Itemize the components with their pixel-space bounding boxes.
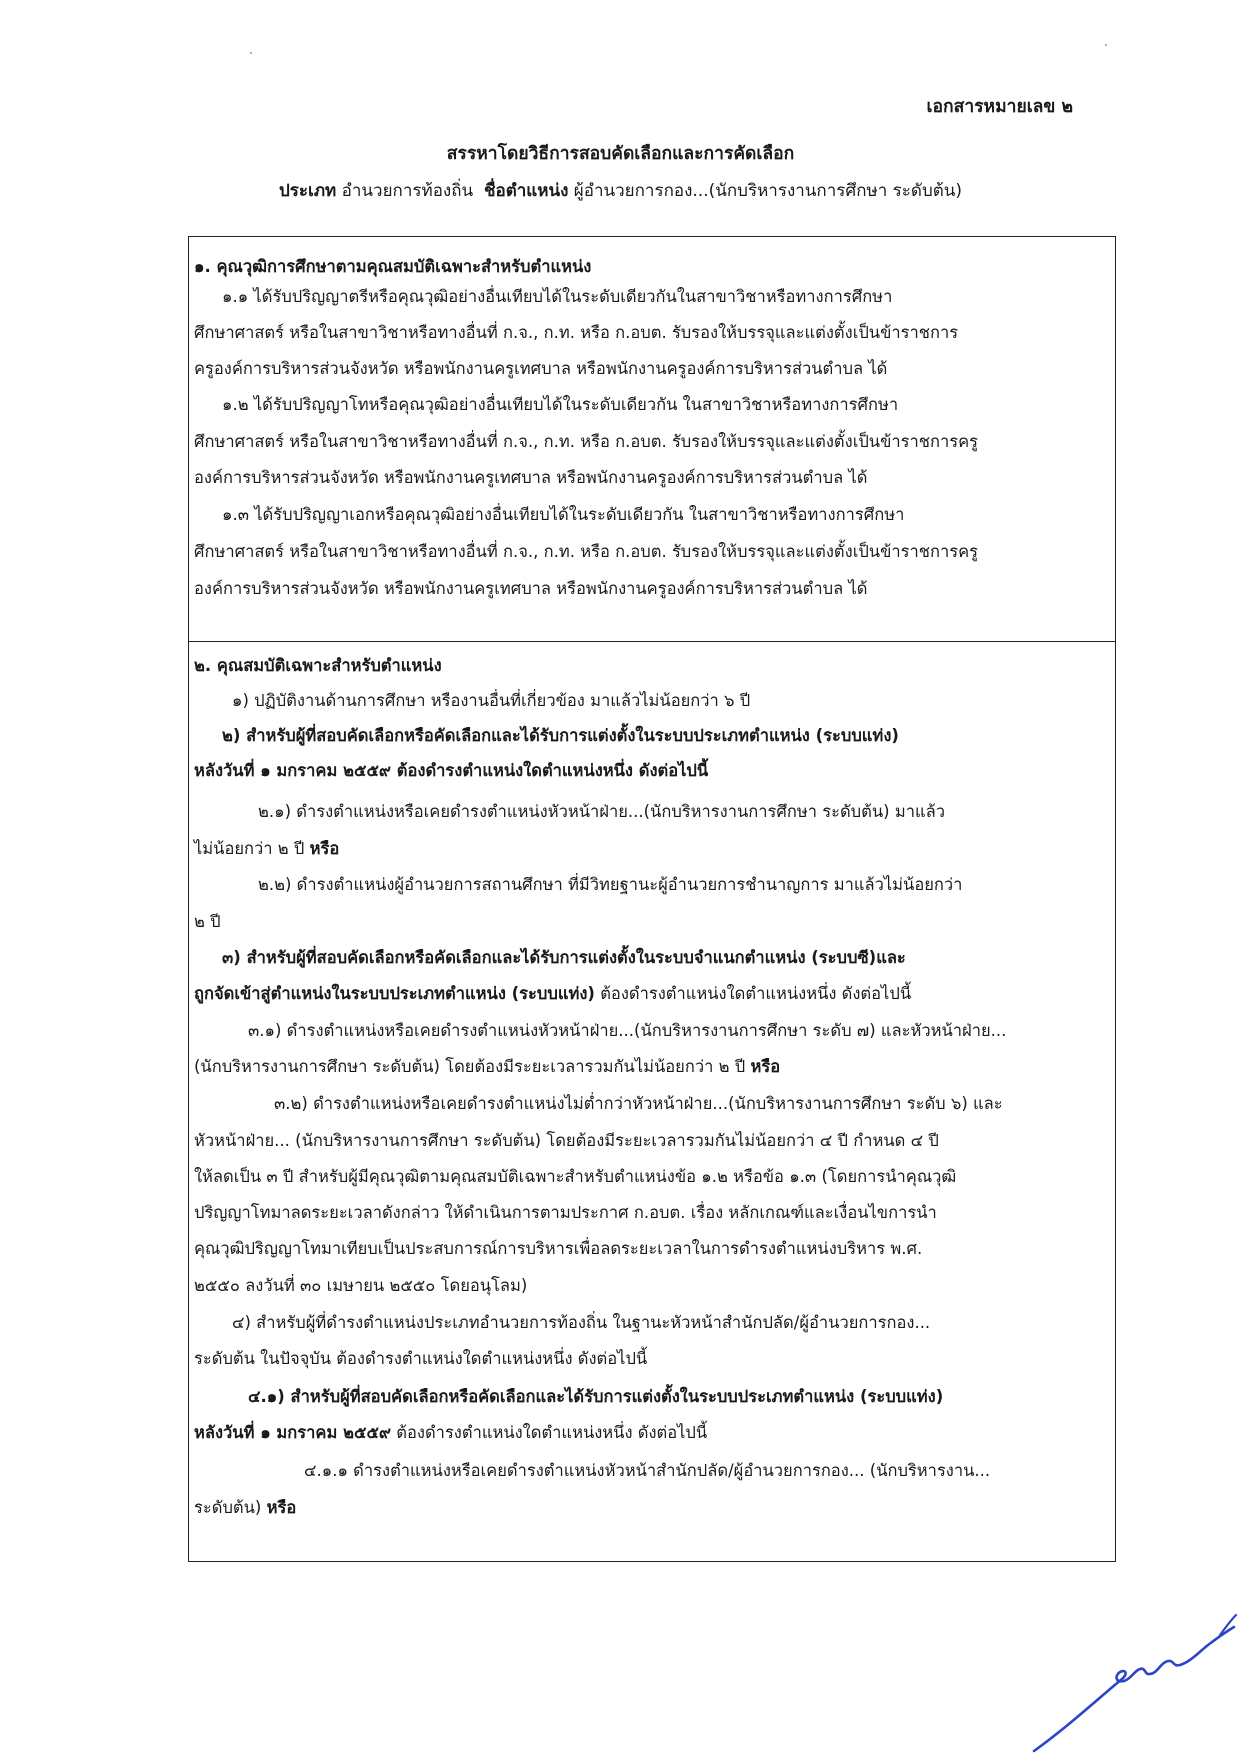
position-value: ผู้อำนวยการกอง...(นักบริหารงานการศึกษา ระดับต้น) — [573, 181, 963, 201]
section-2-line: ระดับต้น ในปัจจุบัน ต้องดำรงตำแหน่งใดตำแหน่งหนึ่ง ดังต่อไปนี้ — [194, 1349, 648, 1368]
line-text: (นักบริหารงานการศึกษา ระดับต้น) โดยต้องมีระยะเวลารวมกันไม่น้อยกว่า ๒ ปี — [194, 1057, 751, 1076]
section-1-line: ศึกษาศาสตร์ หรือในสาขาวิชาหรือทางอื่นที่ ก.จ., ก.ท. หรือ ก.อบต. รับรองให้บรรจุและแต่งตั้งเป็นข้าราชการครู — [194, 542, 978, 561]
date-phrase: หลังวันที่ ๑ มกราคม ๒๕๕๙ — [194, 1423, 392, 1442]
section-1-line: ศึกษาศาสตร์ หรือในสาขาวิชาหรือทางอื่นที่ ก.จ., ก.ท. หรือ ก.อบต. รับรองให้บรรจุและแต่งตั้งเป็นข้าราชการครู — [194, 432, 978, 451]
section-1-line: ๑.๒ ได้รับปริญญาโทหรือคุณวุฒิอย่างอื่นเทียบได้ในระดับเดียวกัน ในสาขาวิชาหรือทางการศึกษา — [222, 395, 899, 414]
position-label: ชื่อตำแหน่ง — [483, 181, 569, 201]
or-word: หรือ — [309, 839, 340, 858]
section-2-line: ให้ลดเป็น ๓ ปี สำหรับผู้มีคุณวุฒิตามคุณสมบัติเฉพาะสำหรับตำแหน่งข้อ ๑.๒ หรือข้อ ๑.๓ (โดยการนำคุณวุฒิ — [194, 1167, 957, 1186]
section-2-line: หัวหน้าฝ่าย... (นักบริหารงานการศึกษา ระดับต้น) โดยต้องมีระยะเวลารวมกันไม่น้อยกว่า ๔ ปี กำหนด ๔ ปี — [194, 1131, 939, 1150]
section-2-line — [194, 1056, 780, 1078]
section-1-line: ๑.๑ ได้รับปริญญาตรีหรือคุณวุฒิอย่างอื่นเทียบได้ในระดับเดียวกันในสาขาวิชาหรือทางการศึกษา — [222, 287, 893, 306]
section-2-line: ๓.๑) ดำรงตำแหน่งหรือเคยดำรงตำแหน่งหัวหน้าฝ่าย...(นักบริหารงานการศึกษา ระดับ ๗) และหัวหน้าฝ่าย... — [248, 1021, 1007, 1040]
section-2-line: ๑) ปฏิบัติงานด้านการศึกษา หรืองานอื่นที่เกี่ยวข้อง มาแล้วไม่น้อยกว่า ๖ ปี — [232, 691, 751, 710]
section-2-line: ๒๕๕๐ ลงวันที่ ๓๐ เมษายน ๒๕๕๐ โดยอนุโลม) — [194, 1276, 528, 1295]
page-title: สรรหาโดยวิธีการสอบคัดเลือกและการคัดเลือก — [446, 144, 795, 164]
document-number: เอกสารหมายเลข ๒ — [926, 97, 1073, 117]
section-1-line: ๑.๓ ได้รับปริญญาเอกหรือคุณวุฒิอย่างอื่นเทียบได้ในระดับเดียวกัน ในสาขาวิชาหรือทางการศึกษา — [222, 505, 905, 524]
section-1-line: ศึกษาศาสตร์ หรือในสาขาวิชาหรือทางอื่นที่ ก.จ., ก.ท. หรือ ก.อบต. รับรองให้บรรจุและแต่งตั้งเป็นข้าราชการ — [194, 323, 959, 342]
line-text: ต้องดำรงตำแหน่งใดตำแหน่งหนึ่ง ดังต่อไปนี้ — [391, 1423, 708, 1442]
or-word: หรือ — [266, 1498, 297, 1517]
scan-speck — [250, 52, 252, 54]
line-bold-part: ถูกจัดเข้าสู่ตำแหน่งในระบบประเภทตำแหน่ง (ระบบแท่ง) — [194, 984, 595, 1003]
type-value: อำนวยการท้องถิ่น — [341, 181, 474, 201]
section-2-line: ๒.๑) ดำรงตำแหน่งหรือเคยดำรงตำแหน่งหัวหน้าฝ่าย...(นักบริหารงานการศึกษา ระดับต้น) มาแล้ว — [258, 802, 945, 821]
section-2-line: ๔.๑) สำหรับผู้ที่สอบคัดเลือกหรือคัดเลือกและได้รับการแต่งตั้งในระบบประเภทตำแหน่ง (ระบบแท่ง) — [248, 1387, 944, 1406]
section-2-line: ๓) สำหรับผู้ที่สอบคัดเลือกหรือคัดเลือกและได้รับการแต่งตั้งในระบบจำแนกตำแหน่ง (ระบบซี)และ — [222, 948, 906, 967]
section-2-line: ๒ ปี — [194, 912, 221, 931]
section-2-line: คุณวุฒิปริญญาโทมาเทียบเป็นประสบการณ์การบริหารเพื่อลดระยะเวลาในการดำรงตำแหน่งบริหาร พ.ศ. — [194, 1239, 923, 1258]
section-1-line: องค์การบริหารส่วนจังหวัด หรือพนักงานครูเทศบาล หรือพนักงานครูองค์การบริหารส่วนตำบล ได้ — [194, 579, 868, 598]
section-2-line: ปริญญาโทมาลดระยะเวลาดังกล่าว ให้ดำเนินการตามประกาศ ก.อบต. เรื่อง หลักเกณฑ์และเงื่อนไขการนำ — [194, 1203, 937, 1222]
type-label: ประเภท — [278, 181, 337, 201]
section-2-line — [194, 760, 708, 782]
section-2-line: ๔) สำหรับผู้ที่ดำรงตำแหน่งประเภทอำนวยการท้องถิ่น ในฐานะหัวหน้าสำนักปลัด/ผู้อำนวยการกอง... — [232, 1313, 931, 1332]
section-2-line — [194, 1497, 296, 1519]
line-text: ไม่น้อยกว่า ๒ ปี — [194, 839, 310, 858]
section-2-line: ๒) สำหรับผู้ที่สอบคัดเลือกหรือคัดเลือกและได้รับการแต่งตั้งในระบบประเภทตำแหน่ง (ระบบแท่ง) — [222, 726, 899, 745]
signature-mark — [1030, 1575, 1240, 1755]
section-2-heading: ๒. คุณสมบัติเฉพาะสำหรับตำแหน่ง — [194, 656, 442, 675]
scan-speck — [1105, 44, 1107, 46]
line-text: ระดับต้น) — [194, 1498, 267, 1517]
line-text: ต้องดำรงตำแหน่งใดตำแหน่งหนึ่ง ดังต่อไปนี้ — [594, 984, 912, 1003]
page-subtitle — [0, 177, 1241, 204]
date-phrase: หลังวันที่ ๑ มกราคม ๒๕๕๙ ต้องดำรงตำแหน่งใดตำแหน่งหนึ่ง ดังต่อไปนี้ — [194, 761, 709, 780]
section-1-heading: ๑. คุณวุฒิการศึกษาตามคุณสมบัติเฉพาะสำหรับตำแหน่ง — [194, 257, 592, 276]
section-2-line — [194, 1422, 707, 1444]
section-2-line: ๔.๑.๑ ดำรงตำแหน่งหรือเคยดำรงตำแหน่งหัวหน้าสำนักปลัด/ผู้อำนวยการกอง... (นักบริหารงาน... — [304, 1461, 991, 1480]
section-1-line: องค์การบริหารส่วนจังหวัด หรือพนักงานครูเทศบาล หรือพนักงานครูองค์การบริหารส่วนตำบล ได้ — [194, 468, 868, 487]
section-2-line: ๓.๒) ดำรงตำแหน่งหรือเคยดำรงตำแหน่งไม่ต่ำกว่าหัวหน้าฝ่าย...(นักบริหารงานการศึกษา ระดับ ๖) และ — [274, 1094, 1003, 1113]
or-word: หรือ — [750, 1057, 781, 1076]
section-2-line: ๒.๒) ดำรงตำแหน่งผู้อำนวยการสถานศึกษา ที่มีวิทยฐานะผู้อำนวยการชำนาญการ มาแล้วไม่น้อยกว่า — [258, 875, 963, 894]
section-2-line — [194, 838, 339, 860]
section-1-line: ครูองค์การบริหารส่วนจังหวัด หรือพนักงานครูเทศบาล หรือพนักงานครูองค์การบริหารส่วนตำบล ได้ — [194, 359, 888, 378]
section-2-line — [194, 983, 911, 1005]
